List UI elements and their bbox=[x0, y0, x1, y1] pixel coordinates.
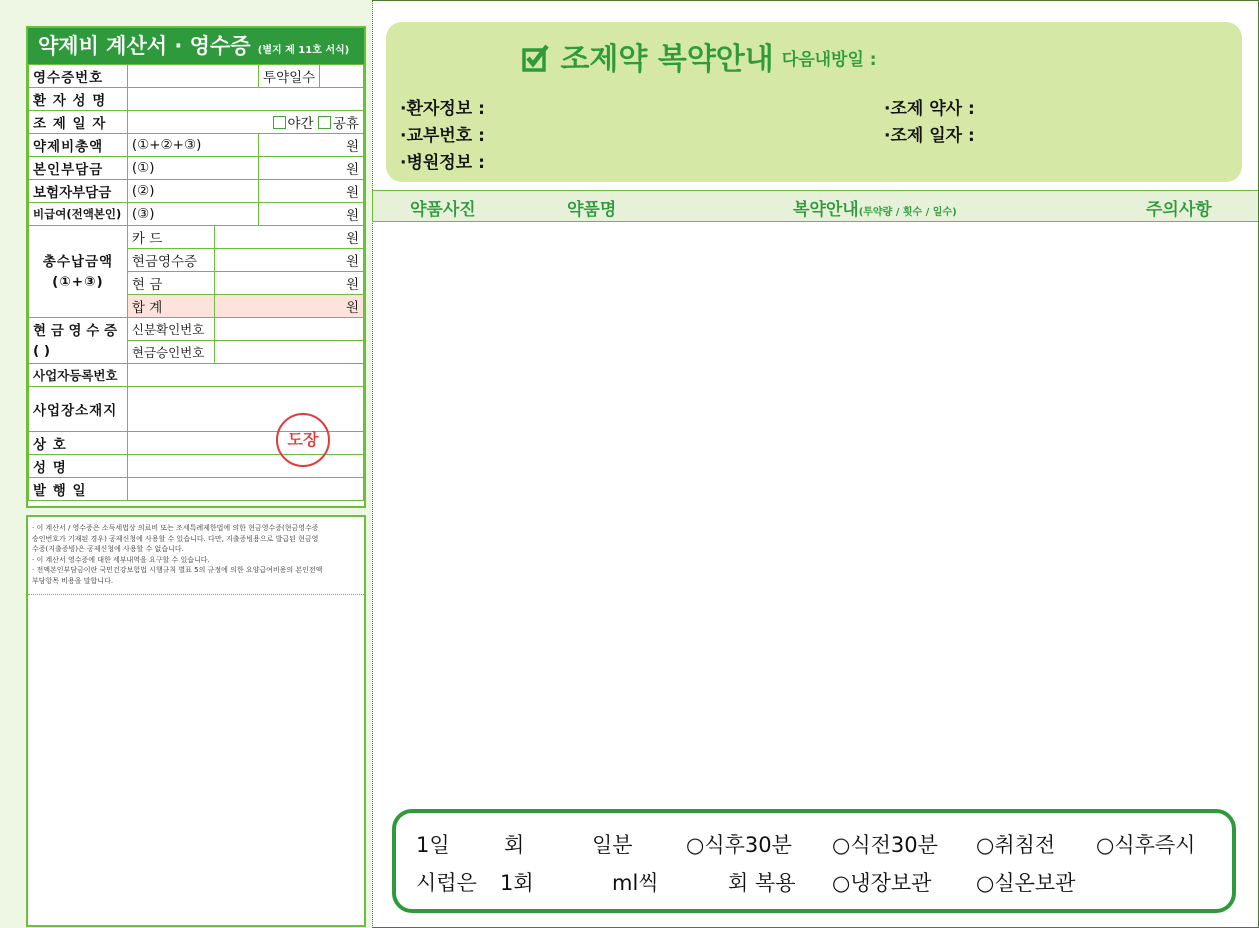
table-row bbox=[29, 111, 364, 134]
syrup-label: 시럽은 bbox=[416, 871, 477, 895]
paid-formula: (①+③) bbox=[52, 273, 104, 290]
patient-info-label: ·환자정보 : bbox=[400, 99, 485, 119]
before-meal-30-option[interactable]: ○식전30분 bbox=[832, 833, 938, 857]
sum-label: 합 계 bbox=[127, 295, 214, 318]
after-meal-30-option[interactable]: ○식후30분 bbox=[686, 833, 792, 857]
card-won[interactable]: 원 bbox=[214, 226, 363, 249]
holiday-label: 공휴 bbox=[332, 116, 359, 132]
days-field[interactable] bbox=[319, 65, 363, 88]
table-row bbox=[29, 65, 364, 88]
form-number: (별지 제 11호 서식) bbox=[257, 45, 350, 56]
cash-receipt-pay-label: 현금영수증 bbox=[127, 249, 214, 272]
pharmacist-label: ·조제 약사 : bbox=[884, 99, 975, 119]
issue-date-field[interactable] bbox=[127, 478, 363, 501]
bedtime-option[interactable]: ○취침전 bbox=[976, 833, 1056, 857]
syrup-once: 1회 bbox=[500, 871, 534, 895]
hospital-info-label: ·병원정보 : bbox=[400, 153, 485, 173]
col-guide-label: 복약안내 bbox=[793, 200, 859, 220]
id-no-field[interactable] bbox=[214, 318, 363, 341]
note-line: 승인번호가 기재된 경우) 공제신청에 사용할 수 있습니다. 다만, 지출증빙용으로 발급된 현금영 bbox=[32, 534, 319, 543]
note-line: · 이 계산서 / 영수증은 소득세법상 의료비 또는 조세특례제한법에 의한 현금영수증(현금영수증 bbox=[32, 524, 319, 532]
self-pay-mark: (①) bbox=[127, 157, 258, 180]
cash-label: 현 금 bbox=[127, 272, 214, 295]
insurer-pay-mark: (②) bbox=[127, 180, 258, 203]
col-drug-name: 약품명 bbox=[567, 200, 617, 220]
cash-won[interactable]: 원 bbox=[214, 272, 363, 295]
total-won[interactable]: 원 bbox=[259, 134, 364, 157]
col-guide-sub: (투약량 / 횟수 / 일수) bbox=[858, 207, 957, 218]
dose-portion: 일분 bbox=[592, 833, 633, 857]
col-caution: 주의사항 bbox=[1146, 200, 1212, 220]
sum-won[interactable]: 원 bbox=[214, 295, 363, 318]
issue-no-label: ·교부번호 : bbox=[400, 126, 485, 146]
dosage-box bbox=[392, 809, 1236, 913]
dispense-date-field[interactable] bbox=[127, 111, 363, 134]
dose-times: 회 bbox=[504, 833, 525, 857]
approval-no-label: 현금승인번호 bbox=[127, 341, 214, 364]
cash-receipt-cell bbox=[29, 318, 128, 364]
days-label: 투약일수 bbox=[259, 65, 320, 88]
guide-header bbox=[386, 22, 1242, 182]
non-covered-mark: (③) bbox=[127, 203, 258, 226]
guide-title-text: 조제약 복약안내 bbox=[560, 42, 774, 77]
paid-label-cell bbox=[29, 226, 128, 318]
table-row bbox=[29, 226, 364, 249]
note-line: · 이 계산서 영수증에 대한 세부내역을 요구할 수 있습니다. bbox=[32, 555, 210, 564]
self-pay-won[interactable]: 원 bbox=[259, 157, 364, 180]
syrup-take: 회 복용 bbox=[728, 871, 796, 895]
drug-table-header bbox=[372, 190, 1258, 222]
biz-reg-no-field[interactable] bbox=[127, 364, 363, 387]
table-row bbox=[29, 134, 364, 157]
note-line: · 전액본인부담금이란 국민건강보험법 시행규칙 별표 5의 규정에 의한 요양급여비용의 본인전액 bbox=[32, 566, 323, 574]
table-row bbox=[29, 180, 364, 203]
biz-address-field[interactable] bbox=[127, 387, 363, 432]
guide-title bbox=[522, 34, 877, 78]
note-line: 부담항목 비용을 말합니다. bbox=[32, 576, 114, 585]
table-row bbox=[29, 88, 364, 111]
insurer-pay-label: 보험자부담금 bbox=[29, 180, 128, 203]
note-line: 수증(지출증빙)은 공제신청에 사용할 수 없습니다. bbox=[32, 545, 184, 553]
patient-name-label: 환 자 성 명 bbox=[29, 88, 128, 111]
total-label: 약제비총액 bbox=[29, 134, 128, 157]
dispense-date-label: 조 제 일 자 bbox=[29, 111, 128, 134]
id-no-label: 신분확인번호 bbox=[127, 318, 214, 341]
right-after-meal-option[interactable]: ○식후즉시 bbox=[1096, 833, 1196, 857]
receipt-panel bbox=[0, 0, 373, 928]
table-row bbox=[29, 364, 364, 387]
dose-day: 1일 bbox=[416, 833, 450, 857]
trade-name-label: 상 호 bbox=[29, 432, 128, 455]
notes-text bbox=[28, 517, 364, 595]
issue-date-label: 발 행 일 bbox=[29, 478, 128, 501]
cash-receipt-pay-won[interactable]: 원 bbox=[214, 249, 363, 272]
name-field[interactable] bbox=[127, 455, 363, 478]
room-temp-option[interactable]: ○실온보관 bbox=[976, 871, 1076, 895]
receipt-no-label: 영수증번호 bbox=[29, 65, 128, 88]
receipt-no-field[interactable] bbox=[127, 65, 258, 88]
table-row bbox=[29, 478, 364, 501]
cash-receipt-label: 현 금 영 수 증 bbox=[33, 322, 118, 339]
table-row bbox=[29, 157, 364, 180]
next-visit-label: 다음내방일 : bbox=[781, 50, 877, 70]
non-covered-won[interactable]: 원 bbox=[259, 203, 364, 226]
cash-receipt-paren: ( ) bbox=[33, 342, 51, 359]
receipt-title bbox=[28, 28, 364, 64]
holiday-checkbox[interactable] bbox=[318, 116, 331, 129]
biz-reg-no-label: 사업자등록번호 bbox=[29, 364, 128, 387]
syrup-ml: ml씩 bbox=[612, 871, 659, 895]
seal-stamp: 도장 bbox=[276, 413, 330, 467]
col-photo: 약품사진 bbox=[410, 200, 476, 220]
night-checkbox[interactable] bbox=[273, 116, 286, 129]
card-label: 카 드 bbox=[127, 226, 214, 249]
insurer-pay-won[interactable]: 원 bbox=[259, 180, 364, 203]
night-label: 야간 bbox=[287, 116, 314, 132]
checkbox-checked-icon bbox=[522, 44, 550, 72]
notes-box bbox=[26, 515, 366, 927]
patient-name-field[interactable] bbox=[127, 88, 363, 111]
name-label: 성 명 bbox=[29, 455, 128, 478]
guide-dispense-date-label: ·조제 일자 : bbox=[884, 126, 975, 146]
fridge-option[interactable]: ○냉장보관 bbox=[832, 871, 932, 895]
non-covered-label: 비급여(전액본인) bbox=[29, 203, 128, 226]
receipt-title-text: 약제비 계산서 · 영수증 bbox=[38, 34, 251, 58]
col-guide bbox=[793, 195, 957, 220]
approval-no-field[interactable] bbox=[214, 341, 363, 364]
table-row bbox=[29, 203, 364, 226]
biz-address-label: 사업장소재지 bbox=[29, 387, 128, 432]
total-formula: (①+②+③) bbox=[127, 134, 258, 157]
self-pay-label: 본인부담금 bbox=[29, 157, 128, 180]
table-row bbox=[29, 318, 364, 341]
paid-label: 총수납금액 bbox=[42, 253, 114, 270]
